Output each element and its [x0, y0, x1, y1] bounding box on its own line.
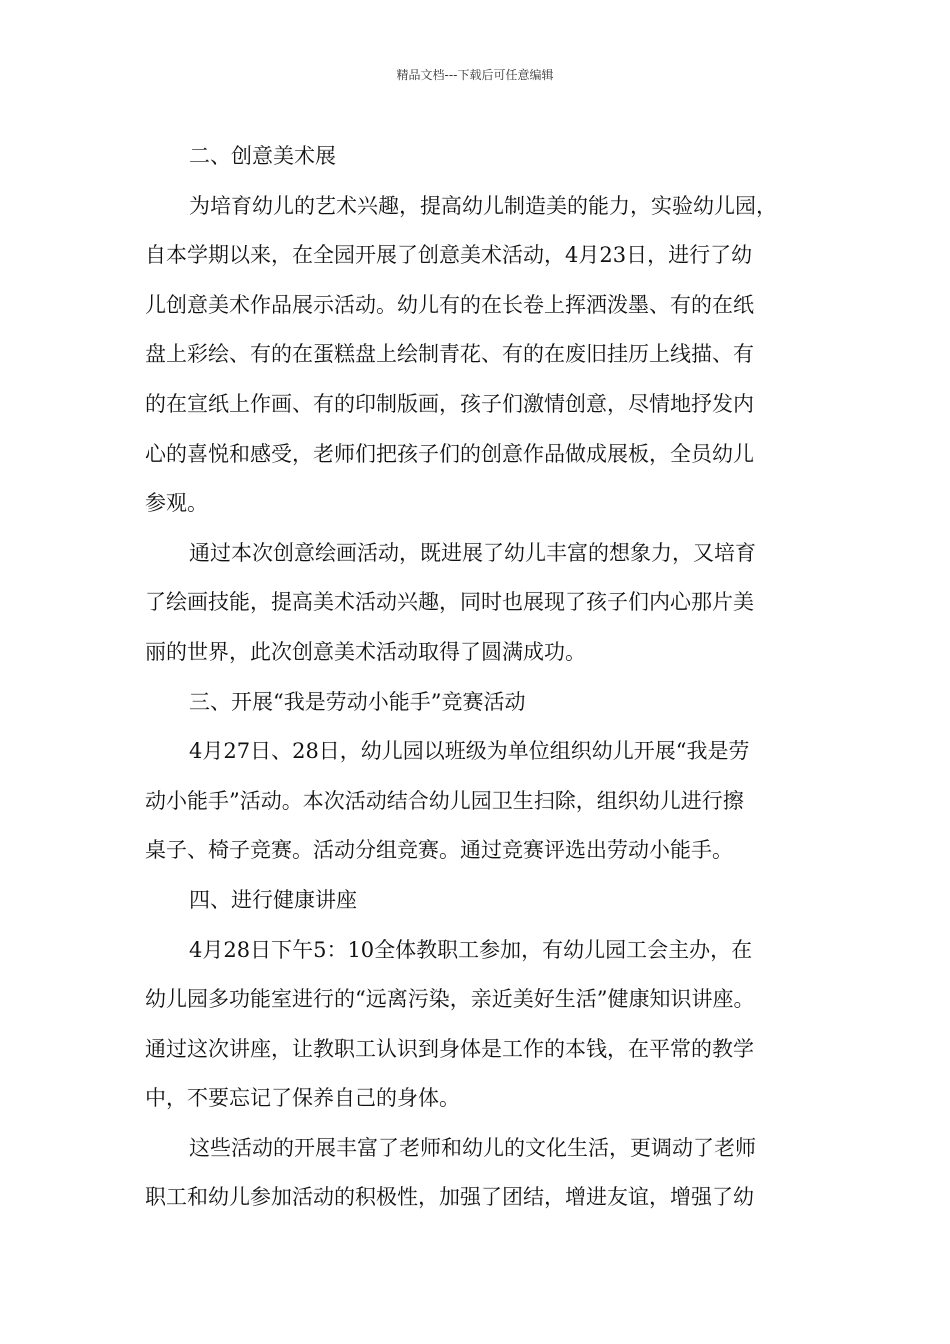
paragraph-line: 心的喜悦和感受，老师们把孩子们的创意作品做成展板，全员幼儿 [145, 441, 754, 466]
paragraph-line: 4月28日下午5：10全体教职工参加，有幼儿园工会主办，在 [189, 937, 753, 962]
paragraph-line: 中，不要忘记了保养自己的身体。 [145, 1086, 460, 1111]
paragraph-line: 为培育幼儿的艺术兴趣，提高幼儿制造美的能力，实验幼儿园， [189, 193, 777, 218]
paragraph-line: 4月27日、28日，幼儿园以班级为单位组织幼儿开展“我是劳 [189, 739, 750, 764]
paragraph-line: 通过这次讲座，让教职工认识到身体是工作的本钱，在平常的教学 [145, 1036, 754, 1061]
paragraph-line: 这些活动的开展丰富了老师和幼儿的文化生活，更调动了老师 [189, 1135, 756, 1160]
paragraph-line: 了绘画技能，提高美术活动兴趣，同时也展现了孩子们内心那片美 [145, 590, 754, 615]
paragraph-line: 丽的世界，此次创意美术活动取得了圆满成功。 [145, 639, 586, 664]
paragraph-line: 桌子、椅子竞赛。活动分组竞赛。通过竞赛评选出劳动小能手。 [145, 838, 733, 863]
paragraph-line: 参观。 [145, 491, 208, 516]
page-header: 精品文档---下载后可任意编辑 [396, 68, 554, 82]
section-heading: 三、开展“我是劳动小能手”竞赛活动 [189, 689, 526, 714]
paragraph-line: 盘上彩绘、有的在蛋糕盘上绘制青花、有的在废旧挂历上线描、有 [145, 342, 754, 367]
paragraph-line: 动小能手”活动。本次活动结合幼儿园卫生扫除，组织幼儿进行擦 [145, 788, 744, 813]
paragraph-line: 自本学期以来，在全园开展了创意美术活动，4月23日，进行了幼 [145, 243, 753, 268]
paragraph-line: 通过本次创意绘画活动，既进展了幼儿丰富的想象力，又培育 [189, 540, 756, 565]
document-body [145, 132, 810, 1223]
paragraph-line: 的在宣纸上作画、有的印制版画，孩子们激情创意，尽情地抒发内 [145, 391, 754, 416]
section-heading: 二、创意美术展 [189, 144, 336, 168]
section-heading: 四、进行健康讲座 [189, 887, 357, 912]
paragraph-line: 儿创意美术作品展示活动。幼儿有的在长卷上挥洒泼墨、有的在纸 [145, 292, 754, 317]
paragraph-line: 职工和幼儿参加活动的积极性，加强了团结，增进友谊，增强了幼 [145, 1185, 754, 1210]
paragraph-line: 幼儿园多功能室进行的“远离污染，亲近美好生活”健康知识讲座。 [145, 987, 755, 1012]
